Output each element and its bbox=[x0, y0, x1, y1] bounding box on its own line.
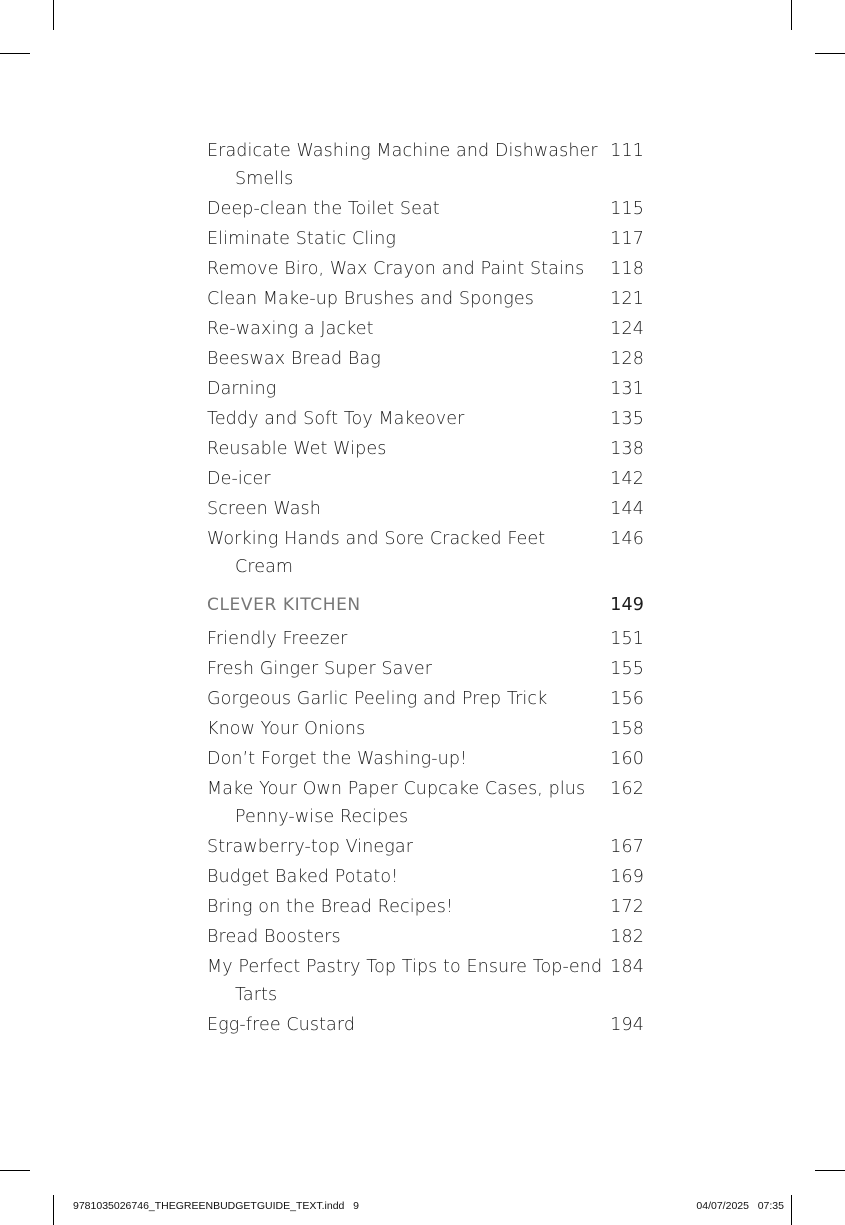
slug-datetime: 04/07/2025 07:35 bbox=[696, 1200, 784, 1212]
toc-entry bbox=[207, 465, 644, 493]
toc-entry bbox=[207, 893, 644, 921]
toc-entry-title: Beeswax Bread Bag bbox=[207, 349, 381, 369]
section-heading bbox=[207, 591, 644, 619]
toc-entry-page: 115 bbox=[610, 199, 644, 219]
toc-entry-title: Don’t Forget the Washing-up! bbox=[207, 749, 468, 769]
toc-entry-page: 167 bbox=[610, 837, 644, 857]
toc-entry-title: Bread Boosters bbox=[207, 927, 341, 947]
toc-entry-page: 111 bbox=[610, 141, 644, 161]
toc-entry bbox=[207, 195, 644, 223]
toc-entry-title: Gorgeous Garlic Peeling and Prep Trick bbox=[207, 689, 548, 709]
toc-entry bbox=[207, 1011, 644, 1039]
toc-entry bbox=[207, 405, 644, 433]
toc-entry-page: 194 bbox=[610, 1015, 644, 1035]
toc-entry bbox=[207, 625, 644, 653]
toc-entry-page: 155 bbox=[610, 659, 644, 679]
toc-entry bbox=[207, 345, 644, 373]
toc-entry bbox=[207, 225, 644, 253]
crop-mark bbox=[0, 53, 30, 54]
toc-entry-title: Teddy and Soft Toy Makeover bbox=[207, 409, 465, 429]
toc-entry-page: 162 bbox=[610, 779, 644, 799]
toc-entry-page: 158 bbox=[610, 719, 644, 739]
toc-entry bbox=[207, 833, 644, 861]
toc-entry-page: 172 bbox=[610, 897, 644, 917]
crop-mark bbox=[53, 1195, 54, 1225]
toc-entry bbox=[207, 375, 644, 403]
toc-entry-title: Bring on the Bread Recipes! bbox=[207, 897, 454, 917]
toc-entry-title: Remove Biro, Wax Crayon and Paint Stains bbox=[207, 259, 585, 279]
toc-entry-page: 138 bbox=[610, 439, 644, 459]
toc-entry-page: 182 bbox=[610, 927, 644, 947]
toc-entry bbox=[207, 285, 644, 313]
toc-entry bbox=[207, 655, 644, 683]
toc-entry-title: Clean Make-up Brushes and Sponges bbox=[207, 289, 534, 309]
toc-entry bbox=[207, 863, 644, 891]
toc-entry bbox=[207, 923, 644, 951]
toc-entry-page: 124 bbox=[610, 319, 644, 339]
toc-entry-title: Darning bbox=[207, 379, 277, 399]
toc-entry-title: Strawberry-top Vinegar bbox=[207, 837, 413, 857]
toc-entry bbox=[207, 775, 644, 831]
toc-entry bbox=[207, 255, 644, 283]
toc-entry bbox=[207, 495, 644, 523]
toc-entry-title: Friendly Freezer bbox=[207, 629, 348, 649]
toc-entry-page: 151 bbox=[610, 629, 644, 649]
toc-entry-title: Reusable Wet Wipes bbox=[207, 439, 387, 459]
toc-entry bbox=[207, 745, 644, 773]
toc-entry-title: Eliminate Static Cling bbox=[207, 229, 397, 249]
toc-entry-title: Working Hands and Sore Cracked Feet Cream bbox=[207, 529, 546, 577]
crop-mark bbox=[0, 1170, 30, 1171]
crop-mark bbox=[791, 0, 792, 30]
toc-entry bbox=[207, 685, 644, 713]
toc-entry bbox=[207, 525, 644, 581]
toc-entry-title: Know Your Onions bbox=[207, 719, 366, 739]
toc-entry-page: 156 bbox=[610, 689, 644, 709]
crop-mark bbox=[815, 1170, 845, 1171]
toc-entry-title: Make Your Own Paper Cupcake Cases, plus Penny-wise Recipes bbox=[207, 779, 586, 827]
toc-entry-page: 121 bbox=[610, 289, 644, 309]
toc-entry-page: 135 bbox=[610, 409, 644, 429]
crop-mark bbox=[53, 0, 54, 30]
crop-mark bbox=[815, 53, 845, 54]
toc-entry-title: Egg-free Custard bbox=[207, 1015, 356, 1035]
toc-entry bbox=[207, 137, 644, 193]
toc-entry-page: 131 bbox=[610, 379, 644, 399]
toc-entry-title: Screen Wash bbox=[207, 499, 321, 519]
toc-entry-page: 118 bbox=[610, 259, 644, 279]
toc-entry-title: Fresh Ginger Super Saver bbox=[207, 659, 433, 679]
section-page: 149 bbox=[610, 595, 644, 615]
toc-entry bbox=[207, 315, 644, 343]
toc-entry bbox=[207, 953, 644, 1009]
crop-mark bbox=[791, 1195, 792, 1225]
toc-entry-page: 184 bbox=[610, 957, 644, 977]
toc-entry-title: Re-waxing a Jacket bbox=[207, 319, 374, 339]
toc-entry-page: 160 bbox=[610, 749, 644, 769]
toc-entry-page: 117 bbox=[610, 229, 644, 249]
toc-entry-page: 142 bbox=[610, 469, 644, 489]
toc-entry-title: De-icer bbox=[207, 469, 271, 489]
toc-entry-page: 146 bbox=[610, 529, 644, 549]
toc-entry-page: 128 bbox=[610, 349, 644, 369]
toc-entry-title: Budget Baked Potato! bbox=[207, 867, 399, 887]
toc-entry-page: 169 bbox=[610, 867, 644, 887]
toc-entry-title: Eradicate Washing Machine and Dishwasher Smells bbox=[207, 141, 598, 189]
toc-entry bbox=[207, 435, 644, 463]
toc-entry bbox=[207, 715, 644, 743]
toc-entry-page: 144 bbox=[610, 499, 644, 519]
section-title: CLEVER KITCHEN bbox=[207, 595, 361, 615]
toc-entry-title: Deep-clean the Toilet Seat bbox=[207, 199, 440, 219]
toc-entry-title: My Perfect Pastry Top Tips to Ensure Top-end Tarts bbox=[207, 957, 603, 1005]
slug-filename: 9781035026746_THEGREENBUDGETGUIDE_TEXT.indd 9 bbox=[73, 1200, 359, 1212]
